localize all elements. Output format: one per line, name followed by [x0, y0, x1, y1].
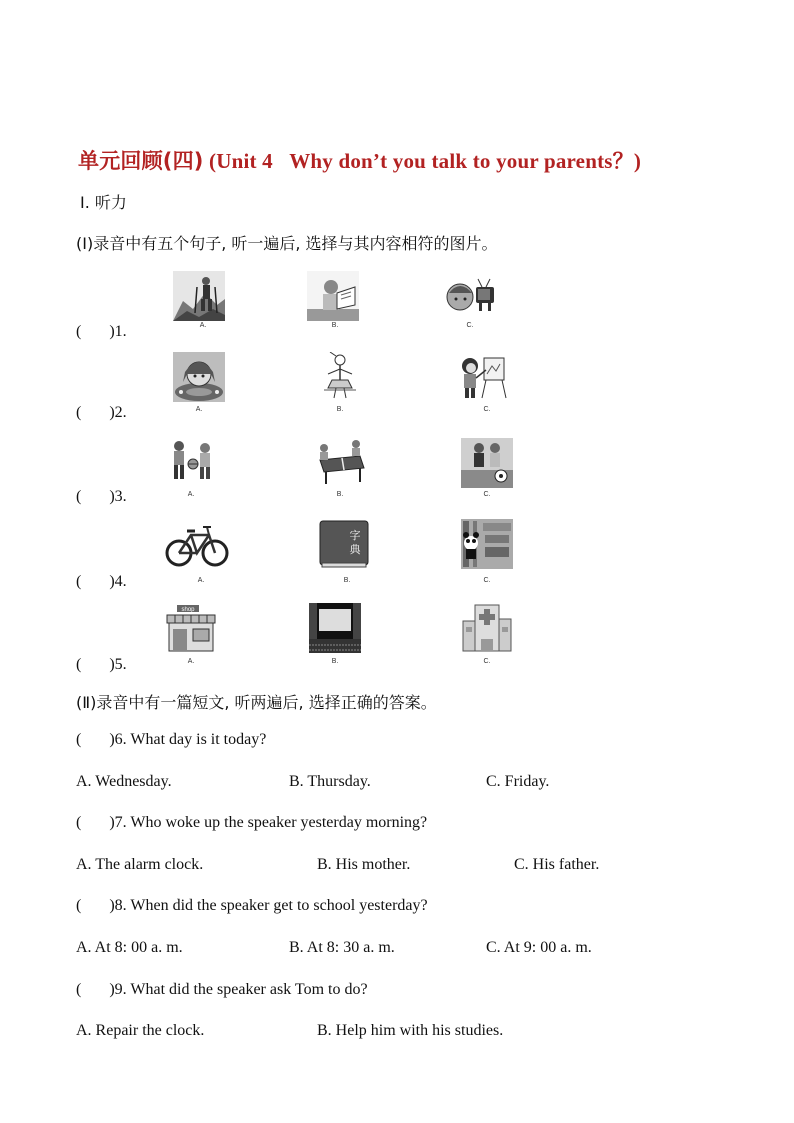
dictionary-icon[interactable] — [318, 519, 370, 569]
question-1-label: ( )1. — [76, 323, 127, 340]
caption-5b: B. — [331, 658, 339, 665]
part2-instruction: (Ⅱ)录音中有一篇短文, 听两遍后, 选择正确的答案。 — [76, 693, 437, 712]
option-7a[interactable]: A. The alarm clock. — [76, 856, 204, 873]
caption-3c: C. — [483, 491, 491, 498]
caption-5a: A. — [187, 658, 195, 665]
part1-instruction: (Ⅰ)录音中有五个句子, 听一遍后, 选择与其内容相符的图片。 — [76, 234, 498, 253]
question-8: ( )8. When did the speaker get to school yesterday? — [76, 897, 428, 914]
basketball-boys-icon[interactable] — [165, 438, 217, 488]
option-8a[interactable]: A. At 8: 00 a. m. — [76, 939, 183, 956]
question-2-label: ( )2. — [76, 404, 127, 421]
caption-3b: B. — [336, 491, 344, 498]
caption-2b: B. — [336, 406, 344, 413]
option-8b[interactable]: B. At 8: 30 a. m. — [289, 939, 395, 956]
cinema-icon[interactable] — [309, 603, 361, 653]
dictionary-glyph-2: 典 — [349, 543, 361, 556]
title-en: (Unit 4 Why don’t you talk to your parents？) — [203, 149, 642, 173]
option-9a[interactable]: A. Repair the clock. — [76, 1022, 205, 1039]
option-7b[interactable]: B. His mother. — [317, 856, 411, 873]
option-6b[interactable]: B. Thursday. — [289, 773, 371, 790]
caption-1c: C. — [466, 322, 474, 329]
climbing-scene-icon[interactable] — [173, 271, 225, 321]
caption-4b: B. — [343, 577, 351, 584]
dancing-girl-icon[interactable] — [314, 352, 366, 402]
caption-5c: C. — [483, 658, 491, 665]
reading-boy-icon[interactable] — [307, 271, 359, 321]
dictionary-glyph-1: 字 — [349, 529, 361, 542]
shop-icon[interactable] — [165, 603, 217, 653]
caption-2a: A. — [195, 406, 203, 413]
soccer-boys-icon[interactable] — [461, 438, 513, 488]
question-4-label: ( )4. — [76, 573, 127, 590]
title-cn: 单元回顾(四) — [78, 149, 204, 173]
option-6c[interactable]: C. Friday. — [486, 773, 550, 790]
question-5-label: ( )5. — [76, 656, 127, 673]
question-9: ( )9. What did the speaker ask Tom to do? — [76, 981, 368, 998]
swimming-girl-icon[interactable] — [173, 352, 225, 402]
caption-4a: A. — [197, 577, 205, 584]
caption-4c: C. — [483, 577, 491, 584]
question-3-label: ( )3. — [76, 488, 127, 505]
boy-watching-tv-icon[interactable] — [444, 271, 496, 321]
option-8c[interactable]: C. At 9: 00 a. m. — [486, 939, 592, 956]
caption-1a: A. — [199, 322, 207, 329]
caption-1b: B. — [331, 322, 339, 329]
section-heading: Ⅰ. 听力 — [80, 193, 127, 212]
option-9b[interactable]: B. Help him with his studies. — [317, 1022, 504, 1039]
question-6: ( )6. What day is it today? — [76, 731, 267, 748]
bicycle-icon[interactable] — [165, 519, 229, 569]
option-6a[interactable]: A. Wednesday. — [76, 773, 172, 790]
hospital-icon[interactable] — [461, 603, 513, 653]
caption-2c: C. — [483, 406, 491, 413]
page-title — [78, 145, 641, 175]
option-7c[interactable]: C. His father. — [514, 856, 600, 873]
ping-pong-table-icon[interactable] — [314, 438, 366, 488]
shop-sign-text: shop — [181, 607, 195, 613]
question-7: ( )7. Who woke up the speaker yesterday morning? — [76, 814, 428, 831]
caption-3a: A. — [187, 491, 195, 498]
painting-girl-icon[interactable] — [456, 352, 508, 402]
panda-poster-icon[interactable] — [461, 519, 513, 569]
